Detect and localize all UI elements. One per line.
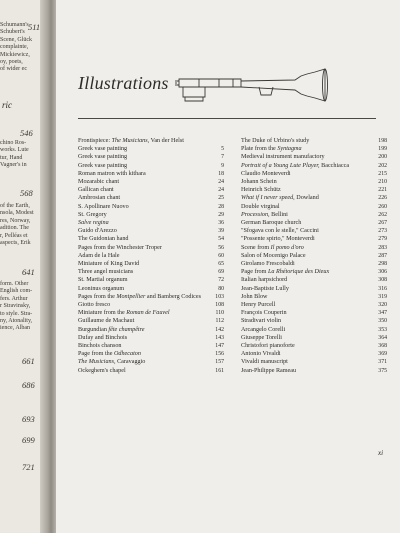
page-number: xi — [378, 449, 384, 457]
illustration-entry — [241, 211, 387, 219]
illustration-title-part: Adam de la Hale — [78, 252, 120, 259]
illustration-entry — [78, 334, 224, 342]
illustration-title-part: Greek vase painting — [78, 154, 128, 161]
illustration-page-number: 157 — [215, 359, 224, 366]
illustration-entry — [241, 137, 387, 145]
illustration-title-part: "Sfogava con le stelle," Caccini — [241, 228, 319, 235]
illustration-page-number: 39 — [218, 228, 224, 235]
illustration-entry — [78, 137, 224, 145]
illustration-title-part: Van der Helst — [149, 138, 184, 144]
illustration-title-part: Bellini — [269, 211, 288, 218]
illustration-title-part: St. Gregory — [78, 211, 107, 218]
illustration-title-part: The Musicians, — [111, 138, 150, 144]
illustration-page-number: 350 — [378, 318, 387, 325]
illustration-entry — [241, 219, 387, 227]
illustration-title-part: Montpellier — [116, 293, 146, 300]
illustration-title — [78, 170, 212, 178]
illustration-title — [78, 293, 212, 301]
illustration-entry — [241, 260, 387, 268]
illustration-entry — [78, 293, 224, 301]
illustration-page-number: 103 — [215, 293, 224, 300]
illustration-entry — [241, 178, 387, 186]
illustration-page-number: 267 — [378, 220, 387, 227]
illustration-title-part: Ockeghem's chapel — [78, 367, 126, 374]
facing-page-text-line: Vagner's in — [0, 162, 27, 169]
illustration-page-number: 202 — [378, 162, 387, 169]
page-title: Illustrations — [78, 73, 169, 93]
facing-page-text-line: r, Pelléas et — [0, 232, 28, 239]
illustration-entry — [78, 276, 224, 284]
illustration-title-part: La Rhétorique des Dieux — [267, 269, 330, 276]
illustration-title-part: François Couperin — [241, 310, 287, 317]
illustration-page-number: 60 — [218, 252, 224, 259]
illustration-title — [78, 358, 212, 366]
illustration-entry — [241, 244, 387, 252]
illustration-entry — [241, 268, 387, 276]
illustration-title-part: fête champêtre — [108, 326, 145, 333]
illustration-title-part: Johann Schein — [241, 179, 277, 186]
illustration-title-part: "Possente spirto," Monteverdi — [241, 236, 315, 243]
illustration-title-part: Plate from the — [241, 146, 278, 153]
illustrations-list-left — [78, 137, 224, 375]
illustration-title — [78, 334, 212, 342]
illustration-title — [241, 170, 375, 178]
illustration-title — [78, 219, 212, 227]
illustration-page-number: 308 — [378, 277, 387, 284]
illustration-title-part: Heinrich Schütz — [241, 187, 281, 194]
illustration-title-part: Giotto fresco — [78, 302, 111, 309]
illustration-title — [241, 367, 375, 375]
illustration-title — [241, 235, 375, 243]
illustration-entry — [241, 170, 387, 178]
facing-page-text-line: to style. Stra- — [0, 310, 33, 317]
illustration-title-part: Gallican chant — [78, 187, 114, 194]
illustration-entry — [241, 235, 387, 243]
illustration-title-part: Bacchiacca — [319, 162, 350, 169]
facing-page-text-line: English com- — [0, 288, 33, 295]
illustration-title — [241, 326, 375, 334]
illustration-page-number: 108 — [215, 302, 224, 309]
facing-page-text-line: r Stravinsky, — [0, 303, 31, 310]
illustration-entry — [78, 358, 224, 366]
illustration-page-number: 199 — [378, 146, 387, 153]
facing-page-text-line: fers. Arthur — [0, 295, 28, 302]
illustration-page-number: 65 — [218, 261, 224, 268]
illustration-entry — [241, 145, 387, 153]
illustration-page-number: 110 — [215, 310, 224, 317]
illustration-title — [241, 301, 375, 309]
illustration-page-number: 371 — [378, 359, 387, 366]
illustration-page-number: 24 — [218, 187, 224, 194]
illustration-entry — [241, 186, 387, 194]
facing-page-number: 721 — [22, 462, 35, 472]
illustration-title — [241, 350, 375, 358]
illustration-entry — [241, 326, 387, 334]
illustration-page-number: 283 — [378, 244, 387, 251]
illustration-title-part: German Baroque church — [241, 220, 302, 227]
illustration-page-number: 364 — [378, 334, 387, 341]
illustration-page-number: 80 — [218, 285, 224, 292]
illustration-page-number: 28 — [218, 203, 224, 210]
illustration-entry — [241, 227, 387, 235]
illustration-title-part: Burgundian — [78, 326, 109, 333]
illustration-page-number: 147 — [215, 343, 224, 350]
facing-page-number: 568 — [20, 188, 33, 198]
facing-page-number: 641 — [22, 267, 35, 277]
illustration-entry — [241, 153, 387, 161]
illustration-page-number: 25 — [218, 195, 224, 202]
illustration-title — [78, 326, 212, 334]
illustration-title — [78, 309, 212, 317]
illustration-title — [78, 260, 212, 268]
illustration-page-number: 353 — [378, 326, 387, 333]
illustration-title — [241, 244, 375, 252]
illustration-title-part: Giuseppe Torelli — [241, 334, 282, 341]
illustration-title-part: Roman matron with kithara — [78, 170, 146, 177]
facing-page-text-line: Scene, Glück — [0, 36, 32, 43]
illustration-page-number: 36 — [218, 220, 224, 227]
facing-page-number: 699 — [22, 435, 35, 445]
illustration-title — [78, 367, 212, 375]
illustration-title — [241, 145, 375, 153]
facing-page-text-line: res, Norway, — [0, 217, 31, 224]
illustration-title-part: What if I never speed, — [241, 195, 295, 202]
illustration-page-number: 200 — [378, 154, 387, 161]
illustration-entry — [78, 309, 224, 317]
illustration-entry — [78, 186, 224, 194]
illustration-page-number: 143 — [215, 334, 224, 341]
book-page — [56, 0, 400, 533]
illustration-page-number: 298 — [378, 261, 387, 268]
illustration-entry — [241, 194, 387, 202]
illustration-title-part: Leoninus organum — [78, 285, 125, 292]
facing-page-text-line: ience, Alban — [0, 325, 30, 332]
illustration-title-part: Dowland — [294, 195, 319, 202]
illustration-title-part: The Duke of Urbino's study — [241, 138, 310, 144]
facing-page-word: ric — [2, 100, 12, 110]
illustration-title-part: Medieval instrument manufactory — [241, 154, 325, 161]
facing-page-text-line: aspects, Erik — [0, 240, 31, 246]
illustration-page-number: 368 — [378, 343, 387, 350]
illustration-title — [241, 178, 375, 186]
illustration-title — [78, 137, 212, 145]
illustration-title-part: Claudio Monteverdi — [241, 170, 291, 177]
facing-page-text-line: ny, Atonality, — [0, 318, 33, 324]
illustration-entry — [241, 358, 387, 366]
illustration-page-number: 72 — [218, 277, 224, 284]
illustration-title-part: Girolamo Frescobaldi — [241, 261, 295, 268]
illustration-title-part: Binchois chanson — [78, 343, 122, 350]
facing-page-number: 511 — [28, 22, 41, 32]
facing-page-text-line: nsola, Modest — [0, 210, 34, 217]
illustration-entry — [78, 367, 224, 375]
illustration-title-part: Syntagma — [277, 146, 302, 153]
illustration-page-number: 161 — [215, 367, 224, 374]
illustration-entry — [78, 194, 224, 202]
illustration-title — [78, 235, 212, 243]
illustration-title — [78, 203, 212, 211]
illustration-title-part: Greek vase painting — [78, 162, 128, 169]
illustration-title — [78, 211, 212, 219]
illustration-title-part: Frontispiece: — [78, 138, 112, 144]
illustration-title — [78, 268, 212, 276]
illustration-title-part: Procession, — [241, 211, 270, 218]
illustration-entry — [78, 211, 224, 219]
illustration-page-number: 316 — [378, 285, 387, 292]
illustration-title — [78, 178, 212, 186]
illustration-page-number: 5 — [221, 146, 224, 153]
illustration-page-number: 7 — [221, 154, 224, 161]
illustration-entry — [78, 326, 224, 334]
illustration-title-part: The Guidonian hand — [78, 236, 129, 243]
illustration-entry — [78, 178, 224, 186]
facing-page-text-line: adition. The — [0, 225, 29, 232]
illustration-entry — [241, 203, 387, 211]
illustration-title — [241, 162, 375, 170]
illustration-title — [78, 285, 212, 293]
illustration-page-number: 287 — [378, 252, 387, 259]
illustration-title — [241, 342, 375, 350]
illustration-page-number: 54 — [218, 236, 224, 243]
illustration-title — [241, 227, 375, 235]
illustration-title-part: Pages from the — [78, 293, 117, 300]
illustration-page-number: 9 — [221, 162, 224, 169]
illustration-page-number: 226 — [378, 195, 387, 202]
illustration-page-number: 24 — [218, 179, 224, 186]
illustration-title-part: Salve regina — [78, 220, 109, 227]
facing-page-text-line: complainte, — [0, 44, 29, 51]
illustration-title — [78, 145, 212, 153]
illustration-entry — [78, 268, 224, 276]
illustration-title-part: The Musicians, — [78, 359, 116, 366]
illustration-entry — [78, 285, 224, 293]
illustration-title-part: Odhecaton — [113, 351, 141, 358]
illustration-title-part: Vivaldi manuscript — [241, 359, 288, 366]
facing-page-text-line: of wider ec — [0, 66, 27, 73]
illustration-title-part: Mozarabic chant — [78, 179, 120, 186]
facing-page — [0, 0, 44, 533]
illustration-title-part: and Bamberg Codices — [145, 293, 202, 300]
illustration-title-part: Arcangelo Corelli — [241, 326, 286, 333]
illustrations-list-right — [241, 137, 387, 375]
facing-page-text-line: Schubert's — [0, 29, 25, 36]
illustration-page-number: 69 — [218, 269, 224, 276]
illustration-entry — [241, 276, 387, 284]
illustration-entry — [78, 162, 224, 170]
illustration-title-part: St. Martial organum — [78, 277, 128, 284]
illustration-page-number: 319 — [378, 293, 387, 300]
illustration-page-number: 260 — [378, 203, 387, 210]
illustration-title-part: Dufay and Binchois — [78, 334, 128, 341]
illustration-entry — [78, 301, 224, 309]
illustration-entry — [241, 367, 387, 375]
illustration-title — [241, 334, 375, 342]
illustration-title — [78, 227, 212, 235]
facing-page-text-line: form. Other — [0, 281, 29, 287]
illustration-title-part: Page from — [241, 269, 268, 276]
illustration-entry — [78, 153, 224, 161]
illustration-title-part: Il pomo d'oro — [270, 244, 304, 251]
illustration-entry — [78, 260, 224, 268]
illustration-page-number: 279 — [378, 236, 387, 243]
illustration-title-part: Guillaume de Machaut — [78, 318, 135, 325]
illustration-title-part: Stradivari violin — [241, 318, 282, 325]
illustration-title — [241, 211, 375, 219]
illustration-entry — [241, 162, 387, 170]
facing-page-text-line: Mickiewicz, — [0, 51, 30, 58]
facing-page-text-line: oy, poets, — [0, 59, 23, 65]
illustration-entry — [241, 285, 387, 293]
illustration-title-part: Antonio Vivaldi — [241, 351, 281, 358]
illustration-title-part: Double virginal — [241, 203, 280, 210]
facing-page-number: 661 — [22, 356, 35, 366]
illustration-title-part: Guido d'Arezzo — [78, 228, 117, 235]
illustration-title-part: John Blow — [241, 293, 268, 300]
illustration-title — [78, 194, 212, 202]
facing-page-number: 693 — [22, 414, 35, 424]
illustration-title-part: Christofori pianoforte — [241, 343, 295, 350]
illustration-entry — [78, 244, 224, 252]
illustration-title — [241, 219, 375, 227]
illustration-title — [78, 244, 212, 252]
illustration-title-part: Roman de Fauvel — [126, 310, 170, 317]
illustration-page-number: 56 — [218, 244, 224, 251]
facing-page-text-line: works. Lute — [0, 147, 29, 154]
illustration-entry — [241, 309, 387, 317]
trumpet-icon — [175, 67, 333, 105]
illustration-entry — [241, 252, 387, 260]
illustration-title-part: Jean-Philippe Rameau — [241, 367, 297, 374]
illustration-title — [241, 137, 375, 145]
illustration-title — [241, 194, 375, 202]
facing-page-text-line: Schumann's — [0, 22, 29, 28]
illustration-title — [241, 317, 375, 325]
illustration-entry — [241, 301, 387, 309]
illustration-title — [241, 203, 375, 211]
illustration-title-part: Miniature of King David — [78, 261, 140, 268]
illustration-title-part: Scene from — [241, 244, 271, 251]
illustration-title — [241, 186, 375, 194]
illustration-title-part: Miniature from the — [78, 310, 127, 317]
illustration-title — [78, 317, 212, 325]
illustration-entry — [78, 170, 224, 178]
illustration-title — [78, 342, 212, 350]
illustration-title — [241, 153, 375, 161]
illustration-title-part: Henry Purcell — [241, 302, 276, 309]
illustration-title-part: Ambrosian chant — [78, 195, 121, 202]
illustration-title-part: Pages from the Winchester Troper — [78, 244, 162, 251]
illustration-title-part: Italian harpsichord — [241, 277, 288, 284]
illustration-title — [241, 358, 375, 366]
illustration-title-part: S. Apollinare Nuovo — [78, 203, 129, 210]
illustration-entry — [78, 350, 224, 358]
illustration-entry — [241, 350, 387, 358]
illustration-title — [241, 276, 375, 284]
illustration-entry — [78, 145, 224, 153]
illustration-page-number: 112 — [215, 318, 224, 325]
facing-page-text-line: chino Ros- — [0, 140, 27, 146]
illustration-page-number: 221 — [378, 187, 387, 194]
illustration-page-number: 156 — [215, 351, 224, 358]
illustration-title-part: Page from the — [78, 351, 114, 358]
illustration-page-number: 369 — [378, 351, 387, 358]
illustration-title — [78, 186, 212, 194]
facing-page-number: 686 — [22, 380, 35, 390]
illustration-page-number: 29 — [218, 211, 224, 218]
facing-page-text-line: tur, Hand — [0, 154, 23, 161]
illustration-entry — [78, 227, 224, 235]
illustration-entry — [78, 219, 224, 227]
illustration-entry — [78, 203, 224, 211]
illustration-entry — [241, 334, 387, 342]
illustration-entry — [78, 317, 224, 325]
illustration-title — [78, 153, 212, 161]
illustration-title-part: Portrait of a Young Lute Player, — [241, 162, 320, 169]
illustration-title — [241, 293, 375, 301]
illustration-entry — [78, 342, 224, 350]
illustration-page-number: 142 — [215, 326, 224, 333]
illustration-page-number: 347 — [378, 310, 387, 317]
illustration-page-number: 215 — [378, 170, 387, 177]
illustration-title-part: Jean-Baptiste Lully — [241, 285, 289, 292]
illustration-title — [78, 350, 212, 358]
illustration-page-number: 320 — [378, 302, 387, 309]
illustration-title-part: Greek vase painting — [78, 146, 128, 153]
illustration-page-number: 18 — [218, 170, 224, 177]
illustration-entry — [78, 235, 224, 243]
illustration-entry — [241, 342, 387, 350]
illustration-page-number: 262 — [378, 211, 387, 218]
illustration-page-number: 273 — [378, 228, 387, 235]
illustration-title — [241, 252, 375, 260]
illustration-title — [241, 285, 375, 293]
illustration-title — [78, 276, 212, 284]
illustration-title-part: Salon of Mocenigo Palace — [241, 252, 306, 259]
illustration-page-number: 198 — [378, 138, 387, 144]
illustration-title — [241, 260, 375, 268]
illustration-title — [78, 301, 212, 309]
illustration-page-number: 306 — [378, 269, 387, 276]
illustration-entry — [241, 317, 387, 325]
illustration-entry — [78, 252, 224, 260]
illustration-entry — [241, 293, 387, 301]
illustration-page-number: 375 — [378, 367, 387, 374]
illustration-title — [78, 252, 212, 260]
illustration-title-part: Caravaggio — [115, 359, 146, 366]
title-rule — [78, 118, 376, 119]
facing-page-number: 546 — [20, 128, 33, 138]
illustration-title — [78, 162, 212, 170]
illustration-title-part: Three angel musicians — [78, 269, 134, 276]
facing-page-text-line: of the Earth, — [0, 203, 30, 209]
illustration-title — [241, 268, 375, 276]
illustration-page-number: 210 — [378, 179, 387, 186]
illustration-title — [241, 309, 375, 317]
